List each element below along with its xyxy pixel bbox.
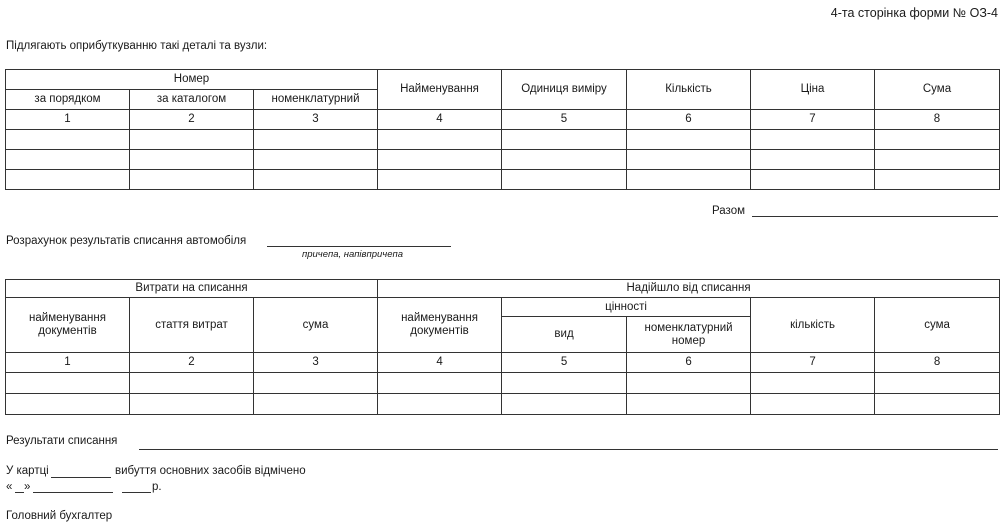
col-received-doc-name-header: найменування документів xyxy=(378,298,502,353)
date-year-field[interactable] xyxy=(122,492,151,493)
table-cell[interactable] xyxy=(6,373,130,394)
date-open-quote: « xyxy=(6,481,13,493)
col-number: 4 xyxy=(378,353,502,373)
col-number: 1 xyxy=(6,110,130,130)
section1-intro: Підлягають оприбуткуванню такі деталі та вузли: xyxy=(6,40,268,52)
card-number-field[interactable] xyxy=(51,477,111,478)
table-row xyxy=(6,150,1000,170)
writeoff-results-label: Результати списання xyxy=(6,435,118,447)
table-cell[interactable] xyxy=(502,130,627,150)
table-cell[interactable] xyxy=(875,394,1000,415)
col-quantity-header: Кількість xyxy=(627,70,751,110)
col-price-header: Ціна xyxy=(751,70,875,110)
card-label-suffix: вибуття основних засобів відмічено xyxy=(115,465,306,477)
vehicle-field-hint: причепа, напівпричепа xyxy=(302,249,403,260)
col-order-number-header: за порядком xyxy=(6,90,130,110)
table-row xyxy=(6,394,1000,415)
col-number: 2 xyxy=(130,110,254,130)
col-number: 5 xyxy=(502,110,627,130)
table-cell[interactable] xyxy=(130,394,254,415)
table-cell[interactable] xyxy=(502,170,627,190)
table-cell[interactable] xyxy=(627,170,751,190)
table-cell[interactable] xyxy=(875,170,1000,190)
col-number: 3 xyxy=(254,110,378,130)
table-cell[interactable] xyxy=(751,150,875,170)
table-cell[interactable] xyxy=(6,394,130,415)
form-page-label: 4-та сторінка форми № ОЗ-4 xyxy=(830,6,998,20)
col-number: 6 xyxy=(627,110,751,130)
table-cell[interactable] xyxy=(254,150,378,170)
table-cell[interactable] xyxy=(502,373,627,394)
col-number: 8 xyxy=(875,110,1000,130)
table-cell[interactable] xyxy=(751,373,875,394)
col-doc-name-header: найменування документів xyxy=(6,298,130,353)
col-number: 1 xyxy=(6,353,130,373)
col-unit-header: Одиниця виміру xyxy=(502,70,627,110)
col-received-sum-header: сума xyxy=(875,298,1000,353)
chief-accountant-label: Головний бухгалтер xyxy=(6,510,113,522)
table-cell[interactable] xyxy=(254,394,378,415)
table-cell[interactable] xyxy=(627,394,751,415)
table-cell[interactable] xyxy=(875,130,1000,150)
table-cell[interactable] xyxy=(627,150,751,170)
table-cell[interactable] xyxy=(378,170,502,190)
total-field[interactable] xyxy=(752,216,998,217)
date-close-quote: » xyxy=(24,481,31,493)
table-cell[interactable] xyxy=(378,373,502,394)
col-catalog-number-header: за каталогом xyxy=(130,90,254,110)
table-cell[interactable] xyxy=(130,170,254,190)
table-cell[interactable] xyxy=(627,373,751,394)
col-expense-sum-header: сума xyxy=(254,298,378,353)
table-cell[interactable] xyxy=(875,150,1000,170)
col-number: 3 xyxy=(254,353,378,373)
table-cell[interactable] xyxy=(130,150,254,170)
table-cell[interactable] xyxy=(502,394,627,415)
table-cell[interactable] xyxy=(254,170,378,190)
table-cell[interactable] xyxy=(751,130,875,150)
col-nomenclature-header: номенклатурний номер xyxy=(627,317,751,353)
col-expense-item-header: стаття витрат xyxy=(130,298,254,353)
table-cell[interactable] xyxy=(751,170,875,190)
table-cell[interactable] xyxy=(6,150,130,170)
parts-table xyxy=(5,69,1000,190)
table-cell[interactable] xyxy=(130,130,254,150)
expenses-group-header: Витрати на списання xyxy=(6,280,378,298)
col-number: 8 xyxy=(875,353,1000,373)
received-group-header: Надійшло від списання xyxy=(378,280,1000,298)
table-cell[interactable] xyxy=(378,130,502,150)
table-row xyxy=(6,170,1000,190)
date-day-field[interactable] xyxy=(15,492,24,493)
table-cell[interactable] xyxy=(130,373,254,394)
table-cell[interactable] xyxy=(627,130,751,150)
table-cell[interactable] xyxy=(502,150,627,170)
col-number: 7 xyxy=(751,110,875,130)
date-month-field[interactable] xyxy=(33,492,113,493)
col-number: 5 xyxy=(502,353,627,373)
col-number: 6 xyxy=(627,353,751,373)
table-cell[interactable] xyxy=(875,373,1000,394)
col-name-header: Найменування xyxy=(378,70,502,110)
table-cell[interactable] xyxy=(6,170,130,190)
col-number: 2 xyxy=(130,353,254,373)
col-sum-header: Сума xyxy=(875,70,1000,110)
writeoff-calc-label: Розрахунок результатів списання автомобіля xyxy=(6,235,247,247)
table-cell[interactable] xyxy=(378,394,502,415)
table-cell[interactable] xyxy=(254,130,378,150)
col-number: 4 xyxy=(378,110,502,130)
column-numbers-row xyxy=(6,110,1000,130)
total-label: Разом xyxy=(712,205,746,217)
writeoff-results-field[interactable] xyxy=(139,449,998,450)
table-cell[interactable] xyxy=(378,150,502,170)
col-nomenclature-number-header: номенклатурний xyxy=(254,90,378,110)
col-kind-header: вид xyxy=(502,317,627,353)
col-received-quantity-header: кількість xyxy=(751,298,875,353)
number-group-header: Номер xyxy=(6,70,378,90)
card-label-prefix: У картці xyxy=(6,465,49,477)
col-number: 7 xyxy=(751,353,875,373)
column-numbers-row xyxy=(6,353,1000,373)
vehicle-field[interactable] xyxy=(267,246,451,247)
table-row xyxy=(6,130,1000,150)
table-cell[interactable] xyxy=(751,394,875,415)
values-group-header: цінності xyxy=(502,298,751,317)
table-cell[interactable] xyxy=(6,130,130,150)
year-suffix: р. xyxy=(152,481,162,493)
table-cell[interactable] xyxy=(254,373,378,394)
table-row xyxy=(6,373,1000,394)
writeoff-table xyxy=(5,279,1000,415)
